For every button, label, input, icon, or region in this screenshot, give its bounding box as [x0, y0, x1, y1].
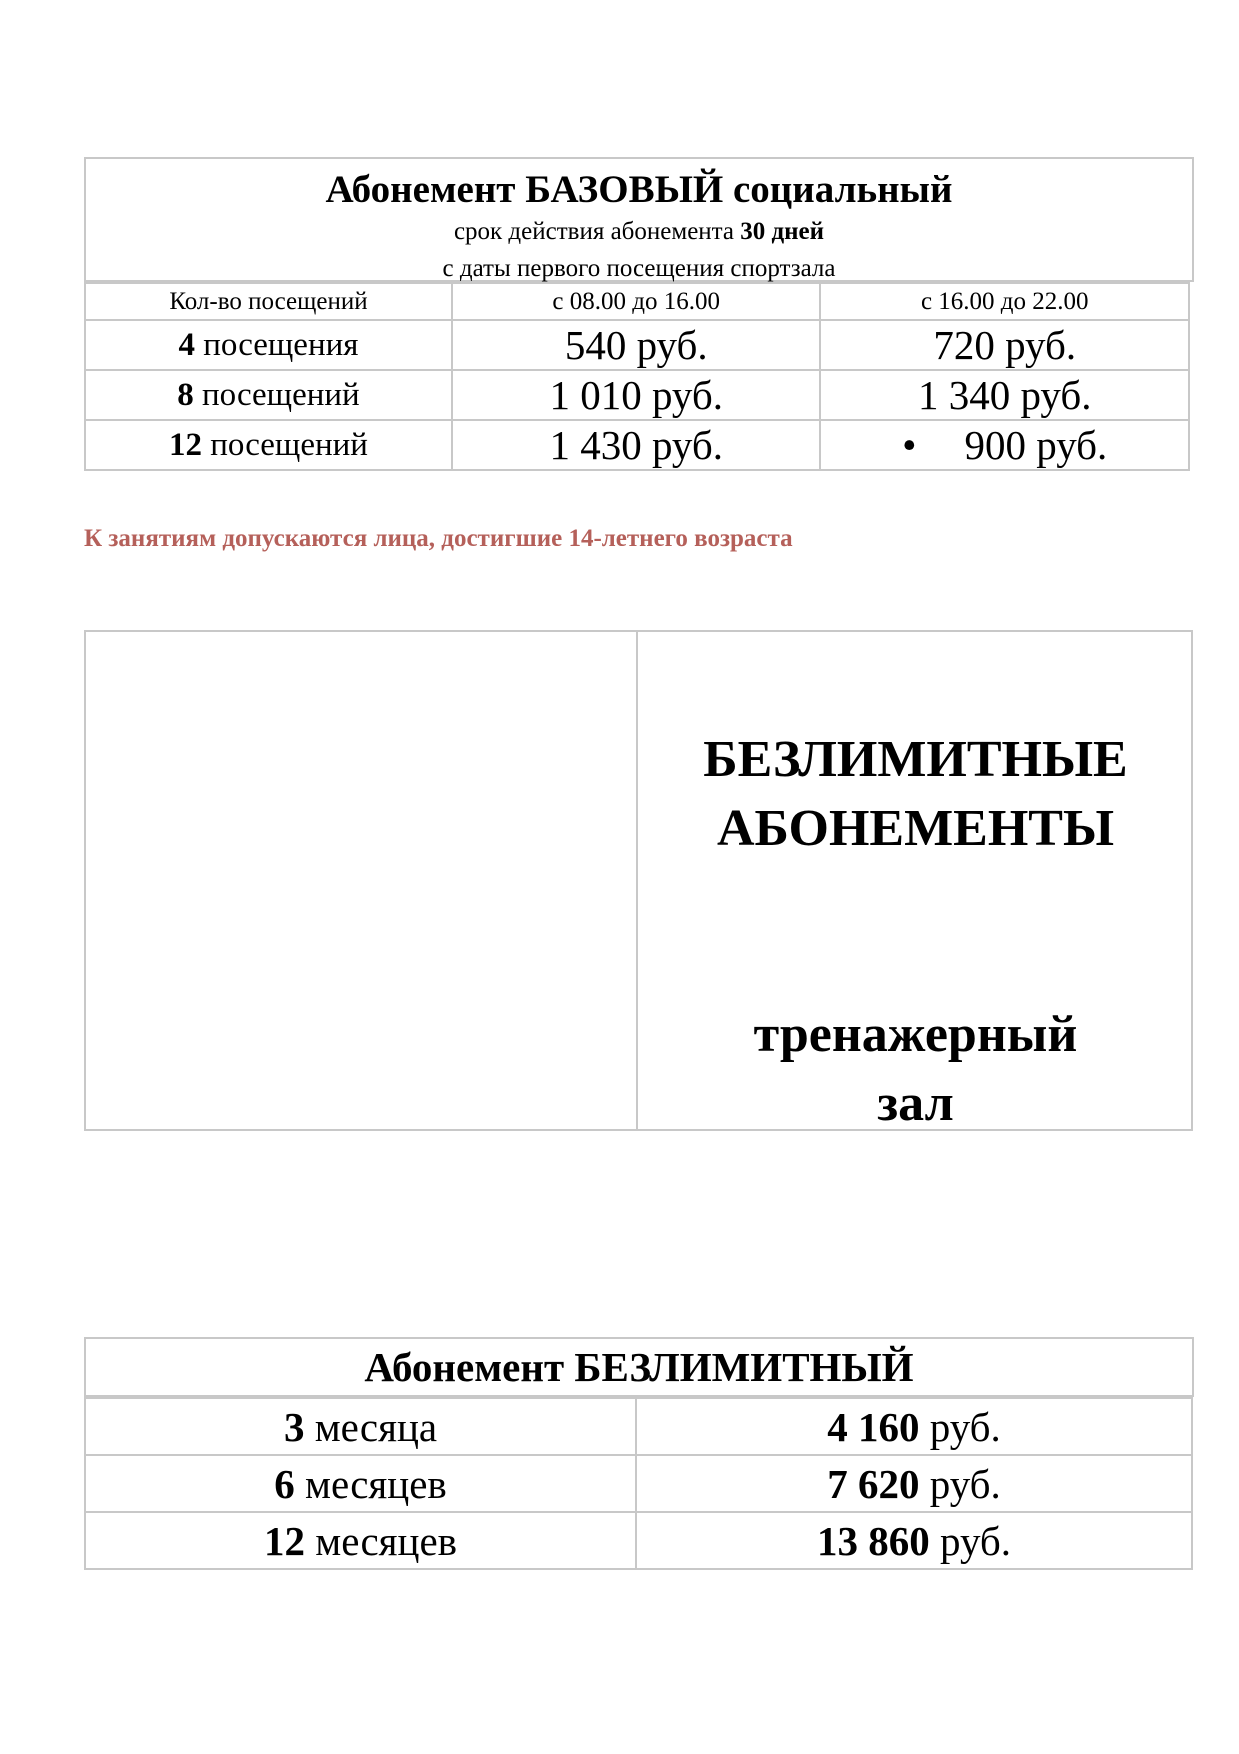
basic-social-header: [84, 157, 1194, 282]
price-cell: [636, 1512, 1192, 1569]
visit-label: посещения: [203, 326, 359, 363]
validity-days: 30 дней: [740, 218, 825, 245]
table-row: [85, 1455, 1192, 1512]
visit-count: 12: [168, 426, 202, 463]
visit-label: посещений: [201, 376, 360, 413]
price-unit: руб.: [929, 1403, 1001, 1450]
price-unit: руб.: [929, 1460, 1001, 1507]
price-day-cell: 540 руб.: [452, 320, 821, 370]
column-header: с 08.00 до 16.00: [452, 283, 821, 320]
price-day-cell: 1 430 руб.: [452, 420, 821, 470]
duration-count: 12: [264, 1517, 306, 1564]
column-header: с 16.00 до 22.00: [820, 283, 1189, 320]
validity-line: [86, 213, 1192, 250]
price-evening-cell: [820, 420, 1189, 470]
price-evening-cell: 1 340 руб.: [820, 370, 1189, 420]
basic-social-title: Абонемент БАЗОВЫЙ социальный: [325, 168, 953, 211]
visit-count-cell: [85, 420, 452, 470]
age-notice: К занятиям допускаются лица, достигшие 14-летнего возраста: [84, 525, 793, 552]
price-cell: [636, 1455, 1192, 1512]
basic-social-price-table: [84, 282, 1190, 471]
visit-count: 8: [177, 376, 194, 413]
banner-subtitle: [638, 1000, 1193, 1138]
price-value: 13 860: [817, 1517, 930, 1564]
visit-count: 4: [178, 326, 195, 363]
visit-label: посещений: [210, 426, 368, 463]
duration-cell: [85, 1455, 636, 1512]
banner-title: [638, 725, 1193, 863]
visit-count-cell: [85, 370, 452, 420]
unlimited-price-table: [84, 1397, 1193, 1570]
duration-count: 3: [283, 1403, 305, 1450]
duration-label: месяцев: [305, 1460, 447, 1507]
table-row: [85, 1398, 1192, 1455]
duration-cell: [85, 1512, 636, 1569]
duration-cell: [85, 1398, 636, 1455]
price-value: 7 620: [827, 1460, 920, 1507]
banner-subtitle-line-1: тренажерный: [753, 1006, 1078, 1063]
banner-text-area: [638, 632, 1193, 1132]
table-row: [85, 1512, 1192, 1569]
banner-title-line-2: АБОНЕМЕНТЫ: [716, 800, 1115, 857]
price-evening: 900 руб.: [964, 422, 1108, 468]
duration-label: месяцев: [315, 1517, 458, 1564]
validity-line-2: с даты первого посещения спортзала: [442, 255, 836, 282]
table-row: [85, 320, 1189, 370]
unlimited-banner: [84, 630, 1193, 1131]
table-header-row: [85, 283, 1189, 320]
duration-count: 6: [274, 1460, 295, 1507]
validity-prefix: срок действия абонемента: [453, 218, 734, 245]
banner-subtitle-line-2: зал: [877, 1075, 954, 1132]
duration-label: месяца: [314, 1403, 438, 1450]
column-header: Кол-во посещений: [85, 283, 452, 320]
price-unit: руб.: [940, 1517, 1012, 1564]
unlimited-title: Абонемент БЕЗЛИМИТНЫЙ: [84, 1337, 1194, 1397]
table-row: [85, 420, 1189, 470]
bullet-icon: •: [902, 422, 917, 468]
banner-title-line-1: БЕЗЛИМИТНЫЕ: [703, 731, 1128, 788]
price-day-cell: 1 010 руб.: [452, 370, 821, 420]
price-evening-cell: 720 руб.: [820, 320, 1189, 370]
price-value: 4 160: [827, 1403, 920, 1450]
price-cell: [636, 1398, 1192, 1455]
table-row: [85, 370, 1189, 420]
visit-count-cell: [85, 320, 452, 370]
